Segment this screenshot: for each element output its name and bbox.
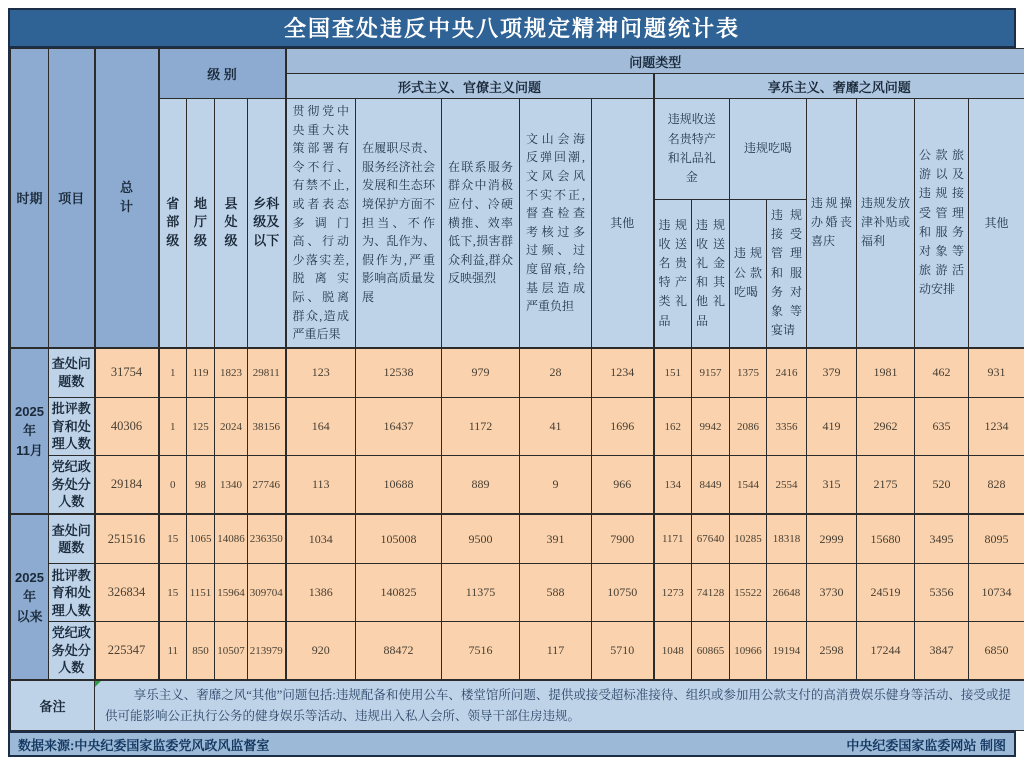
- value-cell: 979: [442, 348, 520, 398]
- group-header-eating: 违规吃喝: [730, 99, 807, 200]
- col-header-allowances: 违规发放津补贴或福利: [857, 99, 915, 348]
- value-cell: 10507: [215, 622, 248, 680]
- value-cell: 140825: [356, 564, 442, 622]
- remark-text-content: 享乐主义、奢靡之风“其他”问题包括:违规配备和使用公车、楼堂馆所问题、提供或接受超标准接待、组织或参加用公款支付的高消费娱乐健身等活动、接受或提供可能影响公正执行公务的健身娱乐等活动、违规出入私人会所、领导干部住房违规。: [105, 688, 1011, 723]
- value-cell: 15964: [215, 564, 248, 622]
- value-cell: 1234: [969, 398, 1024, 456]
- value-cell: 29811: [248, 348, 286, 398]
- value-cell: 5356: [915, 564, 969, 622]
- col-header-county-level: 县处级: [215, 99, 248, 348]
- table-row: [11, 564, 1024, 622]
- data-source-label: 数据来源:中央纪委国家监委党风政风监督室: [18, 735, 269, 754]
- value-cell: 462: [915, 348, 969, 398]
- value-cell: 1172: [442, 398, 520, 456]
- value-cell: 9500: [442, 514, 520, 564]
- value-cell: 18318: [767, 514, 807, 564]
- col-header-formalism-1: 贯彻党中央重大决策部署有令不行、有禁不止,或者表态多调门高、行动少落实差,脱离实际、脱离群众,造成严重后果: [286, 99, 356, 348]
- value-cell: 3495: [915, 514, 969, 564]
- group-header-hedonism: 享乐主义、奢靡之风问题: [654, 74, 1024, 99]
- value-cell: 2598: [807, 622, 857, 680]
- value-cell: 828: [969, 456, 1024, 514]
- value-cell: 41: [520, 398, 592, 456]
- value-cell: 419: [807, 398, 857, 456]
- value-cell: 151: [654, 348, 692, 398]
- item-cell: 批评教育和处理人数: [49, 564, 95, 622]
- table-row: [11, 622, 1024, 680]
- col-header-formalism-4: 文山会海反弹回潮,文风会风不实不正,督查检查考核过多过频、过度留痕,给基层造成严重负担: [520, 99, 592, 348]
- value-cell: 134: [654, 456, 692, 514]
- value-cell: 162: [654, 398, 692, 456]
- col-header-banquet-invitations: 违规接受管理和服务对象等宴请: [767, 199, 807, 348]
- value-cell: 105008: [356, 514, 442, 564]
- value-cell: 1065: [187, 514, 215, 564]
- col-header-hedonism-other: 其他: [969, 99, 1024, 348]
- value-cell: 931: [969, 348, 1024, 398]
- value-cell: 60865: [692, 622, 730, 680]
- value-cell: 1981: [857, 348, 915, 398]
- col-header-total: 总计: [95, 49, 159, 348]
- value-cell: 1: [159, 348, 187, 398]
- source-bar: [10, 731, 1014, 755]
- value-cell: 8095: [969, 514, 1024, 564]
- value-cell: 315: [807, 456, 857, 514]
- value-cell: 31754: [95, 348, 159, 398]
- col-header-weddings-funerals: 违规操办婚丧喜庆: [807, 99, 857, 348]
- value-cell: 38156: [248, 398, 286, 456]
- value-cell: 309704: [248, 564, 286, 622]
- value-cell: 6850: [969, 622, 1024, 680]
- value-cell: 920: [286, 622, 356, 680]
- value-cell: 98: [187, 456, 215, 514]
- col-header-gift-money: 违规收送礼金和其他礼品: [692, 199, 730, 348]
- value-cell: 2554: [767, 456, 807, 514]
- value-cell: 1171: [654, 514, 692, 564]
- group-header-formalism: 形式主义、官僚主义问题: [286, 74, 654, 99]
- col-header-formalism-3: 在联系服务群众中消极应付、冷硬横推、效率低下,损害群众利益,群众反映强烈: [442, 99, 520, 348]
- group-header-problem-type: 问题类型: [286, 49, 1024, 74]
- value-cell: 119: [187, 348, 215, 398]
- value-cell: 1048: [654, 622, 692, 680]
- value-cell: 3356: [767, 398, 807, 456]
- page-title: 全国查处违反中央八项规定精神问题统计表: [10, 10, 1014, 48]
- value-cell: 17244: [857, 622, 915, 680]
- period-cell: 2025年 以来: [11, 514, 49, 680]
- col-header-public-funded-travel: 公款旅游以及违规接受管理和服务对象等旅游活动安排: [915, 99, 969, 348]
- value-cell: 1234: [592, 348, 654, 398]
- value-cell: 24519: [857, 564, 915, 622]
- value-cell: 8449: [692, 456, 730, 514]
- value-cell: 1034: [286, 514, 356, 564]
- group-header-level: 级 别: [159, 49, 286, 99]
- value-cell: 1823: [215, 348, 248, 398]
- value-cell: 15522: [730, 564, 767, 622]
- col-header-public-funds-dining: 违规公款吃喝: [730, 199, 767, 348]
- value-cell: 1696: [592, 398, 654, 456]
- value-cell: 113: [286, 456, 356, 514]
- group-header-gifts: 违规收送名贵特产和礼品礼金: [654, 99, 730, 200]
- value-cell: 16437: [356, 398, 442, 456]
- value-cell: 2999: [807, 514, 857, 564]
- value-cell: 15: [159, 564, 187, 622]
- value-cell: 966: [592, 456, 654, 514]
- value-cell: 29184: [95, 456, 159, 514]
- header-row-detail: [11, 99, 1024, 200]
- table-frame: [8, 8, 1016, 757]
- value-cell: 1340: [215, 456, 248, 514]
- remark-text: [95, 680, 1024, 731]
- value-cell: 2962: [857, 398, 915, 456]
- value-cell: 10966: [730, 622, 767, 680]
- value-cell: 11375: [442, 564, 520, 622]
- statistics-table: [10, 48, 1024, 731]
- header-row-groups: [11, 49, 1024, 74]
- value-cell: 11: [159, 622, 187, 680]
- value-cell: 391: [520, 514, 592, 564]
- item-cell: 查处问题数: [49, 514, 95, 564]
- value-cell: 1273: [654, 564, 692, 622]
- remark-label: 备注: [11, 680, 95, 731]
- value-cell: 588: [520, 564, 592, 622]
- value-cell: 19194: [767, 622, 807, 680]
- col-header-item: 项目: [49, 49, 95, 348]
- remark-row: [11, 680, 1024, 731]
- value-cell: 9157: [692, 348, 730, 398]
- value-cell: 15: [159, 514, 187, 564]
- value-cell: 1375: [730, 348, 767, 398]
- value-cell: 326834: [95, 564, 159, 622]
- col-header-prefecture-level: 地厅级: [187, 99, 215, 348]
- value-cell: 2416: [767, 348, 807, 398]
- value-cell: 0: [159, 456, 187, 514]
- value-cell: 28: [520, 348, 592, 398]
- value-cell: 1386: [286, 564, 356, 622]
- value-cell: 1544: [730, 456, 767, 514]
- col-header-township-level: 乡科级及以下: [248, 99, 286, 348]
- value-cell: 67640: [692, 514, 730, 564]
- value-cell: 2086: [730, 398, 767, 456]
- value-cell: 10688: [356, 456, 442, 514]
- value-cell: 1: [159, 398, 187, 456]
- value-cell: 14086: [215, 514, 248, 564]
- value-cell: 10734: [969, 564, 1024, 622]
- table-row: [11, 456, 1024, 514]
- value-cell: 2175: [857, 456, 915, 514]
- value-cell: 7900: [592, 514, 654, 564]
- table-row: [11, 514, 1024, 564]
- value-cell: 236350: [248, 514, 286, 564]
- item-cell: 查处问题数: [49, 348, 95, 398]
- item-cell: 批评教育和处理人数: [49, 398, 95, 456]
- value-cell: 5710: [592, 622, 654, 680]
- value-cell: 889: [442, 456, 520, 514]
- value-cell: 1151: [187, 564, 215, 622]
- value-cell: 251516: [95, 514, 159, 564]
- value-cell: 10750: [592, 564, 654, 622]
- value-cell: 125: [187, 398, 215, 456]
- value-cell: 520: [915, 456, 969, 514]
- value-cell: 3730: [807, 564, 857, 622]
- table-row: [11, 348, 1024, 398]
- value-cell: 850: [187, 622, 215, 680]
- table-row: [11, 398, 1024, 456]
- excel-error-marker: [95, 681, 101, 687]
- value-cell: 9942: [692, 398, 730, 456]
- period-cell: 2025年 11月: [11, 348, 49, 514]
- value-cell: 164: [286, 398, 356, 456]
- value-cell: 27746: [248, 456, 286, 514]
- value-cell: 15680: [857, 514, 915, 564]
- value-cell: 117: [520, 622, 592, 680]
- value-cell: 3847: [915, 622, 969, 680]
- value-cell: 123: [286, 348, 356, 398]
- value-cell: 9: [520, 456, 592, 514]
- item-cell: 党纪政务处分人数: [49, 456, 95, 514]
- value-cell: 225347: [95, 622, 159, 680]
- credit-label: 中央纪委国家监委网站 制图: [846, 735, 1006, 754]
- value-cell: 88472: [356, 622, 442, 680]
- value-cell: 635: [915, 398, 969, 456]
- value-cell: 2024: [215, 398, 248, 456]
- value-cell: 26648: [767, 564, 807, 622]
- value-cell: 7516: [442, 622, 520, 680]
- value-cell: 74128: [692, 564, 730, 622]
- col-header-gift-specialty: 违规收送名贵特产类礼品: [654, 199, 692, 348]
- value-cell: 12538: [356, 348, 442, 398]
- col-header-provincial-level: 省部级: [159, 99, 187, 348]
- value-cell: 40306: [95, 398, 159, 456]
- col-header-period: 时期: [11, 49, 49, 348]
- item-cell: 党纪政务处分人数: [49, 622, 95, 680]
- col-header-formalism-other: 其他: [592, 99, 654, 348]
- col-header-formalism-2: 在履职尽责、服务经济社会发展和生态环境保护方面不担当、不作为、乱作为、假作为,严重影响高质量发展: [356, 99, 442, 348]
- value-cell: 213979: [248, 622, 286, 680]
- value-cell: 379: [807, 348, 857, 398]
- value-cell: 10285: [730, 514, 767, 564]
